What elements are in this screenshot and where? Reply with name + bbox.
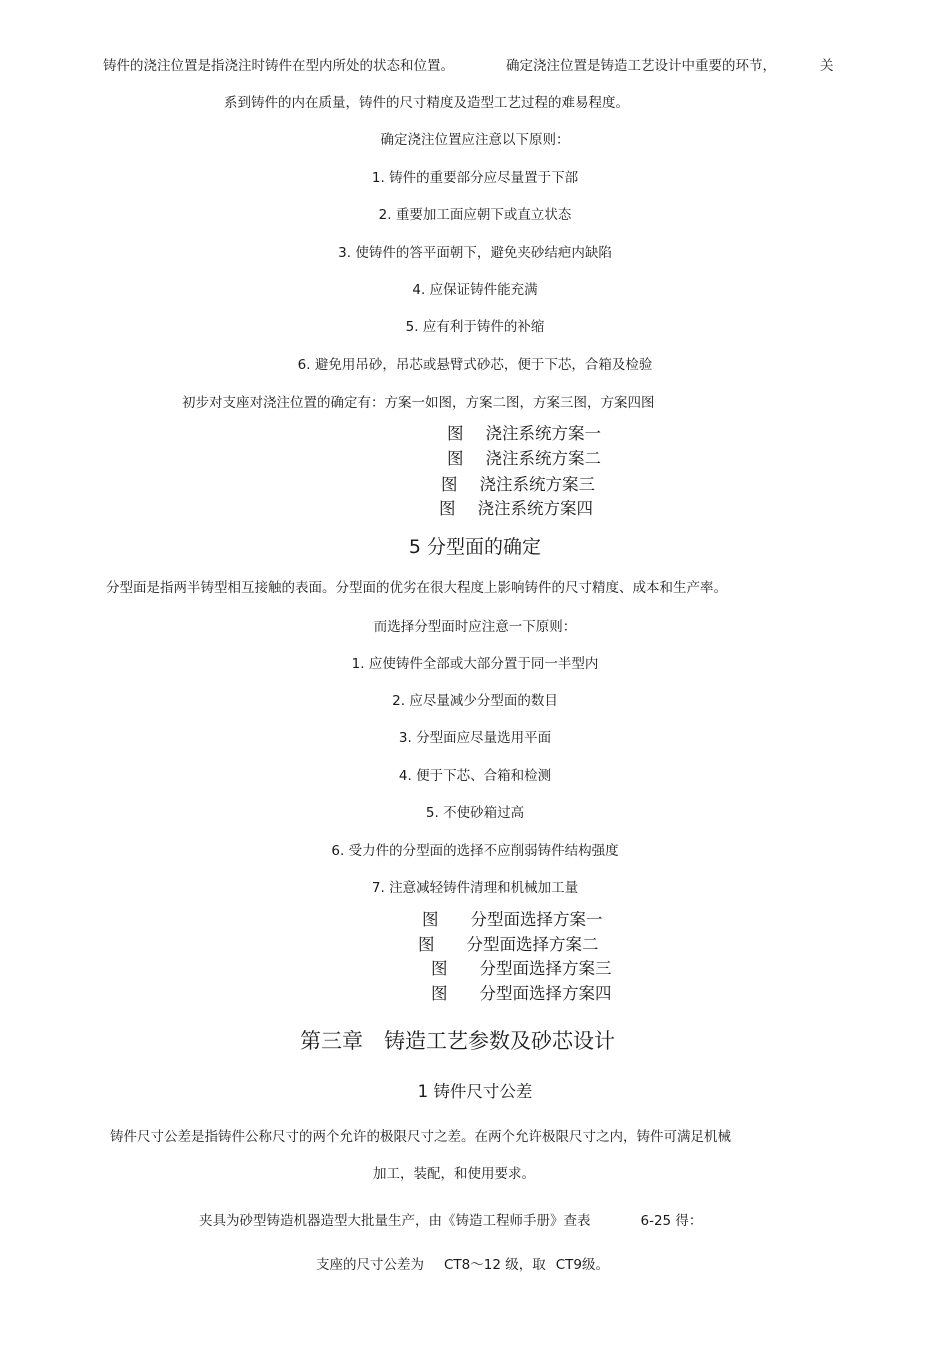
pour-figure-caption bbox=[439, 498, 593, 520]
figure-label: 图 bbox=[447, 449, 464, 468]
figure-caption-text: 分型面选择方案二 bbox=[466, 935, 599, 954]
figure-label: 图 bbox=[447, 424, 464, 443]
tolerance-result bbox=[316, 1256, 609, 1274]
figure-caption-text: 分型面选择方案三 bbox=[479, 959, 612, 978]
intro-line-2: 系到铸件的内在质量，铸件的尺寸精度及造型工艺过程的难易程度。 bbox=[224, 95, 629, 111]
parting-principle-item: 6. 受力件的分型面的选择不应削弱铸件结构强度 bbox=[331, 843, 619, 859]
figure-caption-text: 分型面选择方案一 bbox=[470, 910, 603, 929]
pour-figure-caption bbox=[447, 448, 601, 470]
figure-label: 图 bbox=[441, 475, 458, 494]
parting-principle-item: 5. 不使砂箱过高 bbox=[425, 805, 525, 821]
pour-principle-item: 6. 避免用吊砂，吊芯或悬臂式砂芯，便于下芯，合箱及检验 bbox=[297, 357, 653, 373]
intro-line-1-a: 铸件的浇注位置是指浇注时铸件在型内所处的状态和位置。 bbox=[103, 58, 454, 74]
parting-principle-item: 3. 分型面应尽量选用平面 bbox=[398, 730, 552, 746]
figure-label: 图 bbox=[422, 910, 439, 929]
figure-caption-text: 浇注系统方案四 bbox=[477, 499, 593, 518]
parting-figure-caption bbox=[418, 934, 599, 956]
parting-principle-item: 2. 应尽量减少分型面的数目 bbox=[392, 693, 558, 709]
figure-caption-text: 浇注系统方案二 bbox=[485, 449, 601, 468]
figure-caption-text: 分型面选择方案四 bbox=[479, 984, 612, 1003]
section-heading: 5 分型面的确定 bbox=[408, 536, 542, 558]
handbook-lookup-text: 夹具为砂型铸造机器造型大批量生产，由《铸造工程师手册》查表 bbox=[199, 1213, 591, 1229]
parting-figure-caption bbox=[431, 983, 612, 1005]
tolerance-result-label: 支座的尺寸公差为 bbox=[316, 1257, 424, 1273]
pour-principle-item: 5. 应有利于铸件的补缩 bbox=[405, 319, 545, 335]
pour-figure-caption bbox=[447, 423, 601, 445]
parting-principle-item: 1. 应使铸件全部或大部分置于同一半型内 bbox=[351, 656, 599, 672]
pour-principles-title: 确定浇注位置应注意以下原则： bbox=[380, 132, 570, 148]
intro-line-1 bbox=[103, 57, 834, 75]
tolerance-chosen-grade: CT9级。 bbox=[555, 1257, 609, 1273]
parting-figure-caption bbox=[422, 909, 603, 931]
parting-definition: 分型面是指两半铸型相互接触的表面。分型面的优劣在很大程度上影响铸件的尺寸精度、成本和生产率。 bbox=[106, 580, 727, 596]
handbook-lookup bbox=[199, 1212, 702, 1230]
figure-caption-text: 浇注系统方案三 bbox=[479, 475, 595, 494]
figure-caption-text: 浇注系统方案一 bbox=[485, 424, 601, 443]
parting-principle-item: 4. 便于下芯、合箱和检测 bbox=[398, 768, 552, 784]
intro-line-1-b: 确定浇注位置是铸造工艺设计中重要的环节， bbox=[506, 58, 776, 74]
figure-label: 图 bbox=[439, 499, 456, 518]
intro-line-1-c: 关 bbox=[820, 58, 834, 74]
tolerance-definition-line-1: 铸件尺寸公差是指铸件公称尺寸的两个允许的极限尺寸之差。在两个允许极限尺寸之内，铸件可满足机械 bbox=[110, 1129, 731, 1145]
figure-label: 图 bbox=[431, 959, 448, 978]
pour-principle-item: 4. 应保证铸件能充满 bbox=[412, 282, 538, 298]
pour-figure-caption bbox=[441, 474, 595, 496]
pour-principle-item: 2. 重要加工面应朝下或直立状态 bbox=[378, 207, 572, 223]
pour-principle-item: 3. 使铸件的答平面朝下，避免夹砂结疤内缺陷 bbox=[338, 245, 612, 261]
pour-summary: 初步对支座对浇注位置的确定有：方案一如图，方案二图，方案三图，方案四图 bbox=[182, 395, 655, 411]
figure-label: 图 bbox=[418, 935, 435, 954]
tolerance-range: CT8～12 级，取 bbox=[444, 1257, 546, 1273]
parting-principle-item: 7. 注意减轻铸件清理和机械加工量 bbox=[371, 880, 579, 896]
tolerance-definition-line-2: 加工，装配，和使用要求。 bbox=[373, 1166, 535, 1182]
pour-principle-item: 1. 铸件的重要部分应尽量置于下部 bbox=[371, 170, 579, 186]
subsection-heading: 1 铸件尺寸公差 bbox=[417, 1082, 533, 1101]
handbook-table-ref: 6-25 得： bbox=[640, 1213, 703, 1229]
parting-principles-title: 而选择分型面时应注意一下原则： bbox=[373, 619, 577, 635]
chapter-heading: 第三章 铸造工艺参数及砂芯设计 bbox=[300, 1029, 615, 1053]
figure-label: 图 bbox=[431, 984, 448, 1003]
parting-figure-caption bbox=[431, 958, 612, 980]
